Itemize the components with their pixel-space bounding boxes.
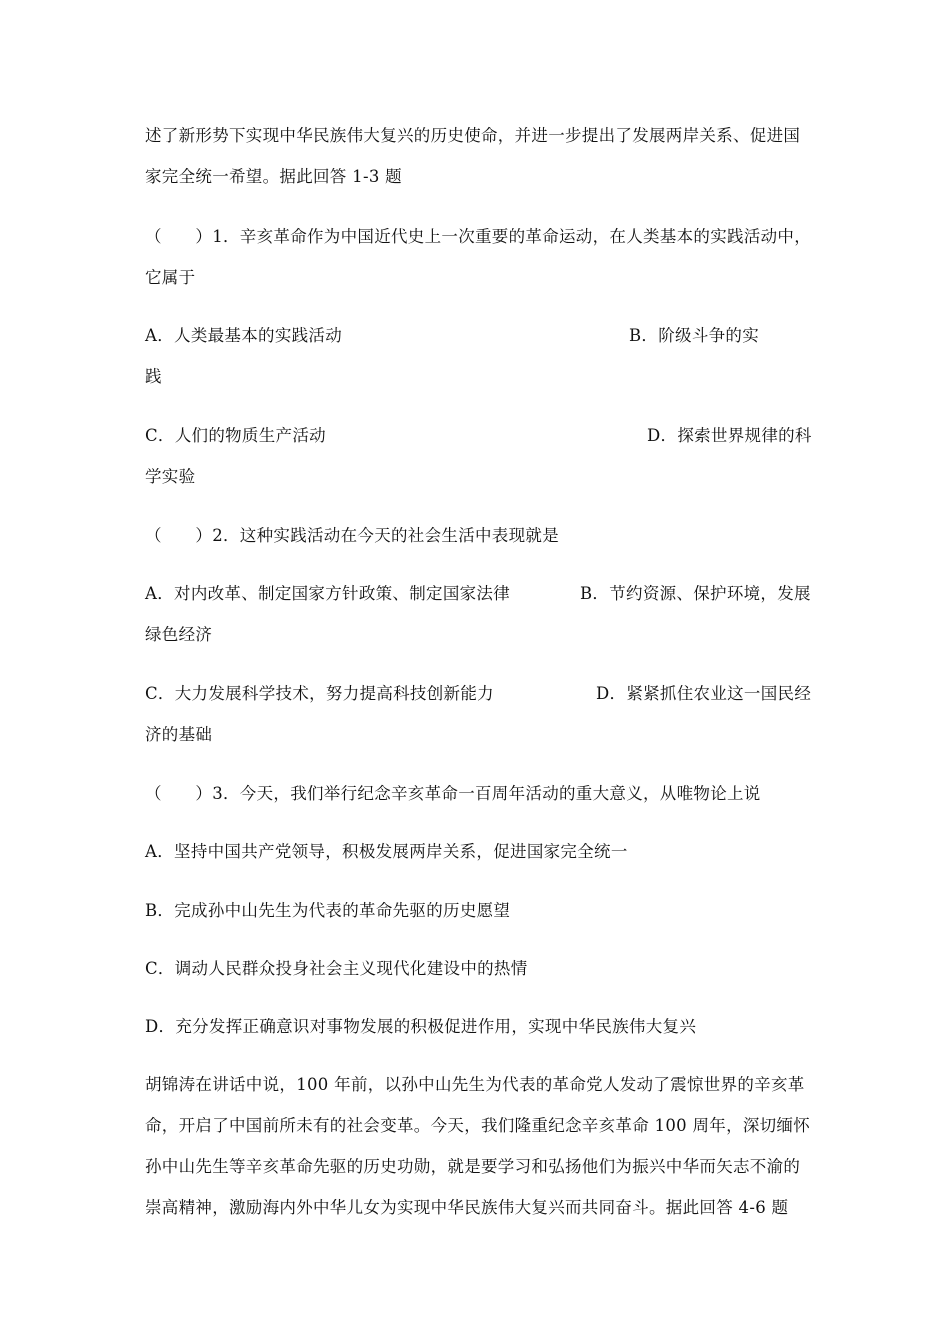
q1-option-d-cont: 学实验 bbox=[145, 467, 196, 486]
q2-stem: （ ）2．这种实践活动在今天的社会生活中表现就是 bbox=[145, 526, 559, 545]
q3-stem: （ ）3．今天，我们举行纪念辛亥革命一百周年活动的重大意义，从唯物论上说 bbox=[145, 784, 761, 803]
q2-option-b: B．节约资源、保护环境，发展 bbox=[580, 584, 811, 603]
passage-line-4: 崇高精神，激励海内外中华儿女为实现中华民族伟大复兴而共同奋斗。据此回答 4-6 题 bbox=[145, 1198, 789, 1217]
intro-line-1: 述了新形势下实现中华民族伟大复兴的历史使命，并进一步提出了发展两岸关系、促进国 bbox=[145, 126, 801, 145]
q3-option-d: D．充分发挥正确意识对事物发展的积极促进作用，实现中华民族伟大复兴 bbox=[145, 1017, 697, 1036]
q1-option-a: A．人类最基本的实践活动 bbox=[145, 326, 343, 345]
q1-option-b: B．阶级斗争的实 bbox=[629, 326, 760, 345]
q3-option-a: A．坚持中国共产党领导，积极发展两岸关系，促进国家完全统一 bbox=[145, 842, 628, 861]
intro-line-2: 家完全统一希望。据此回答 1-3 题 bbox=[145, 167, 402, 186]
q1-option-d: D．探索世界规律的科 bbox=[647, 426, 812, 445]
passage-line-2: 命，开启了中国前所未有的社会变革。今天，我们隆重纪念辛亥革命 100 周年，深切缅怀 bbox=[145, 1116, 811, 1135]
q2-option-a: A．对内改革、制定国家方针政策、制定国家法律 bbox=[145, 584, 511, 603]
q2-option-d-cont: 济的基础 bbox=[145, 725, 213, 744]
q2-option-d: D．紧紧抓住农业这一国民经 bbox=[596, 684, 812, 703]
q1-option-b-cont: 践 bbox=[145, 367, 162, 386]
passage-line-1: 胡锦涛在讲话中说，100 年前，以孙中山先生为代表的革命党人发动了震惊世界的辛亥革 bbox=[145, 1075, 805, 1094]
q2-option-b-cont: 绿色经济 bbox=[145, 625, 213, 644]
q1-stem-line-1: （ ）1．辛亥革命作为中国近代史上一次重要的革命运动，在人类基本的实践活动中， bbox=[145, 227, 811, 246]
q1-option-c: C．人们的物质生产活动 bbox=[145, 426, 326, 445]
q2-option-c: C．大力发展科学技术，努力提高科技创新能力 bbox=[145, 684, 494, 703]
q1-stem-line-2: 它属于 bbox=[145, 268, 196, 287]
q3-option-c: C．调动人民群众投身社会主义现代化建设中的热情 bbox=[145, 959, 528, 978]
passage-line-3: 孙中山先生等辛亥革命先驱的历史功勋，就是要学习和弘扬他们为振兴中华而矢志不渝的 bbox=[145, 1157, 801, 1176]
q3-option-b: B．完成孙中山先生为代表的革命先驱的历史愿望 bbox=[145, 901, 511, 920]
